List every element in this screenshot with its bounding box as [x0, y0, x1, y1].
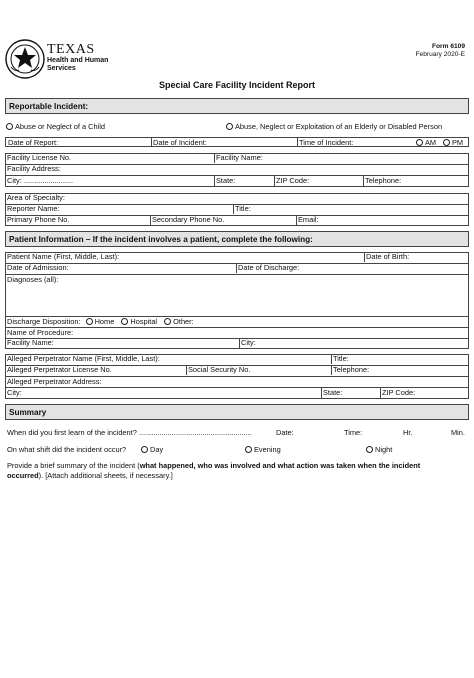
form-number: Form 6109 [432, 43, 465, 50]
first-learn-hr-field[interactable]: Hr. [403, 428, 413, 437]
perp-name-row [5, 354, 469, 364]
form-date: February 2020-E [415, 51, 465, 58]
option-child-abuse[interactable]: Abuse or Neglect of a Child [6, 122, 105, 132]
discharge-disposition: Discharge Disposition: Home Hospital Other: [7, 317, 194, 326]
patient-facility-name-field[interactable]: Facility Name: [7, 338, 54, 347]
summary-instructions: Provide a brief summary of the incident (what happened, who was involved and what action was taken when the incident occurred). [Attach additional sheets, if necessary.] [7, 461, 421, 480]
radio-day[interactable] [141, 446, 148, 453]
perp-license-field[interactable]: Alleged Perpetrator License No. [7, 365, 112, 374]
perp-city-row [5, 387, 469, 399]
facility-row1 [5, 153, 469, 163]
secondary-phone-field[interactable]: Secondary Phone No. [152, 215, 225, 224]
date-of-admission-field[interactable]: Date of Admission: [7, 263, 69, 272]
facility-address-field[interactable]: Facility Address: [7, 164, 61, 173]
reportable-incident-header: Reportable Incident: [5, 98, 469, 114]
patient-name-row [5, 252, 469, 262]
radio-elderly-abuse[interactable] [226, 123, 233, 130]
patient-info-header: Patient Information – If the incident involves a patient, complete the following: [5, 231, 469, 247]
facility-row2 [5, 164, 469, 174]
first-learn-question: When did you first learn of the incident? ....................................................... [7, 428, 252, 437]
reporter-name-field[interactable]: Reporter Name: [7, 204, 60, 213]
date-of-report-field[interactable]: Date of Report: [8, 138, 59, 147]
time-of-incident-field[interactable]: Time of Incident: [299, 138, 354, 147]
perp-license-row [5, 365, 469, 375]
perp-title-field[interactable]: Title: [333, 354, 349, 363]
shift-evening-option[interactable]: Evening [245, 445, 281, 455]
perp-address-field[interactable]: Alleged Perpetrator Address: [7, 377, 102, 386]
radio-am[interactable] [416, 139, 423, 146]
email-field[interactable]: Email: [298, 215, 319, 224]
specialty-row [5, 193, 469, 203]
reporter-title-field[interactable]: Title: [235, 204, 251, 213]
admission-row [5, 263, 469, 273]
agency-name-line2: Health and Human [47, 57, 109, 64]
agency-name-line1: TEXAS [47, 42, 95, 57]
radio-other[interactable] [164, 318, 171, 325]
radio-pm[interactable] [443, 139, 450, 146]
perp-state-field[interactable]: State: [323, 388, 343, 397]
page-title: Special Care Facility Incident Report [158, 80, 316, 90]
am-option[interactable]: AM [414, 138, 436, 147]
first-learn-time-field[interactable]: Time: [344, 428, 363, 437]
radio-child-abuse[interactable] [6, 123, 13, 130]
facility-name-field[interactable]: Facility Name: [216, 153, 263, 162]
shift-day-option[interactable]: Day [141, 445, 163, 455]
perp-name-field[interactable]: Alleged Perpetrator Name (First, Middle, Last): [7, 354, 160, 363]
patient-city-field[interactable]: City: [241, 338, 256, 347]
radio-hospital[interactable] [121, 318, 128, 325]
pm-option[interactable]: PM [441, 138, 463, 147]
area-of-specialty-field[interactable]: Area of Specialty: [7, 193, 65, 202]
first-learn-min-field[interactable]: Min. [451, 428, 465, 437]
texas-hhs-logo [5, 37, 115, 81]
shift-night-option[interactable]: Night [366, 445, 392, 455]
reporter-row [5, 204, 469, 214]
radio-evening[interactable] [245, 446, 252, 453]
perp-telephone-field[interactable]: Telephone: [333, 365, 370, 374]
phone-row [5, 215, 469, 226]
facility-telephone-field[interactable]: Telephone: [365, 176, 402, 185]
agency-name-line3: Services [47, 65, 76, 72]
texas-seal-icon [5, 39, 45, 79]
diagnoses-field[interactable]: Diagnoses (all): [7, 275, 59, 284]
facility-zip-field[interactable]: ZIP Code: [276, 176, 310, 185]
date-of-incident-field[interactable]: Date of Incident: [153, 138, 207, 147]
date-of-birth-field[interactable]: Date of Birth: [366, 252, 410, 261]
facility-city-field[interactable]: City: ........................ [7, 176, 74, 185]
patient-name-field[interactable]: Patient Name (First, Middle, Last): [7, 252, 120, 261]
perp-city-field[interactable]: City: [7, 388, 22, 397]
first-learn-date-field[interactable]: Date: [276, 428, 294, 437]
facility-license-field[interactable]: Facility License No. [7, 153, 72, 162]
facility-row3 [5, 175, 469, 187]
shift-question: On what shift did the incident occur? [7, 445, 127, 454]
perp-ssn-field[interactable]: Social Security No. [188, 365, 251, 374]
option-elderly-abuse[interactable]: Abuse, Neglect or Exploitation of an Elderly or Disabled Person [226, 122, 442, 132]
facility-state-field[interactable]: State: [216, 176, 236, 185]
radio-home[interactable] [86, 318, 93, 325]
date-row [5, 137, 469, 147]
date-of-discharge-field[interactable]: Date of Discharge: [238, 263, 300, 272]
name-of-procedure-field[interactable]: Name of Procedure: [7, 328, 74, 337]
patient-facility-row [5, 338, 469, 349]
primary-phone-field[interactable]: Primary Phone No. [7, 215, 70, 224]
summary-header: Summary [5, 404, 469, 420]
perp-zip-field[interactable]: ZIP Code: [382, 388, 416, 397]
radio-night[interactable] [366, 446, 373, 453]
